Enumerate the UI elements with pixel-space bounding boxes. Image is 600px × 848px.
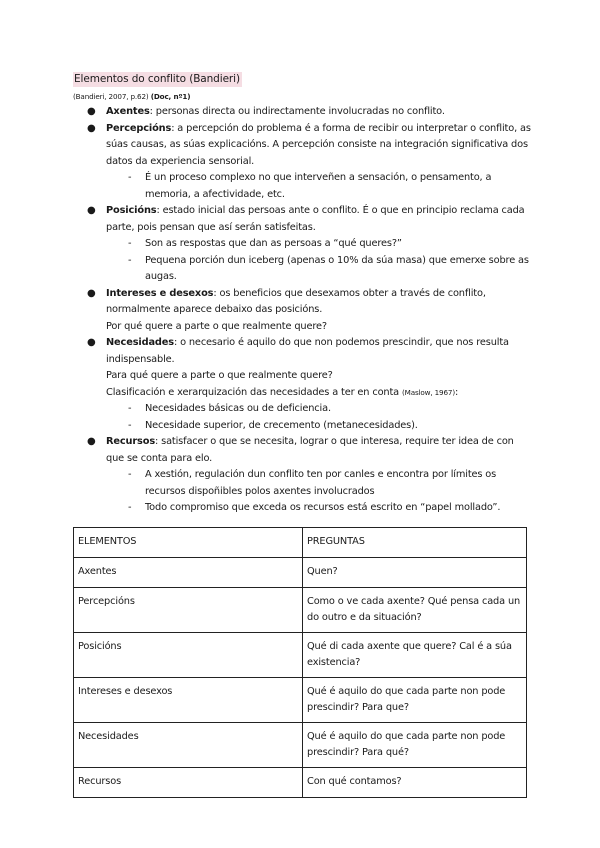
table-header-cell: ELEMENTOS	[74, 528, 303, 558]
table-row	[74, 768, 527, 798]
list-item-recursos	[73, 434, 533, 467]
list-item-necesidades	[73, 335, 533, 401]
text-axentes: : personas directa ou indirectamente involucradas no conflito.	[149, 106, 445, 117]
bullet-icon: ●	[87, 287, 96, 299]
table-cell-element: Percepcións	[74, 588, 303, 633]
question-intereses: Por qué quere a parte o que realmente quere?	[106, 320, 327, 332]
citation-ref: (Bandieri, 2007, p.62)	[73, 92, 149, 101]
table-cell-element: Intereses e desexos	[74, 678, 303, 723]
table-row	[74, 588, 527, 633]
term-posicions: Posicións	[106, 205, 157, 216]
table-cell-question: Como o ve cada axente? Qué pensa cada un do outro e da situación?	[303, 588, 527, 633]
bullet-icon: ●	[87, 337, 96, 348]
term-intereses: Intereses e desexos	[106, 287, 214, 299]
table-cell-element: Necesidades	[74, 723, 303, 768]
citation	[73, 91, 190, 102]
bullet-icon: ●	[87, 106, 96, 117]
text-percepcions: : a percepción do problema é a forma de recibir ou interpretar o conflito, as súas causas, as súas explicacións. A percepción consiste na integración significativa dos datos da experiencia sensorial.	[106, 122, 531, 167]
term-recursos: Recursos	[106, 436, 155, 447]
elements-table	[73, 527, 527, 798]
table-cell-element: Axentes	[74, 558, 303, 588]
text-recursos: : satisfacer o que se necesita, lograr o que interesa, require ter idea de con que se conta para elo.	[106, 436, 514, 464]
term-percepcions: Percepcións	[106, 122, 172, 134]
table-row	[74, 678, 527, 723]
bullet-list	[73, 104, 533, 517]
maslow-citation: (Maslow, 1967)	[401, 387, 455, 397]
table-cell-question: Qué di cada axente que quere? Cal é a súa existencia?	[303, 633, 527, 678]
bullet-icon: ●	[87, 122, 96, 134]
sub-item: - Todo compromiso que exceda os recursos está escrito en “papel mollado”.	[73, 500, 533, 517]
citation-doc: (Doc, nº1)	[150, 92, 191, 101]
table-row	[74, 558, 527, 588]
table-cell-question: Quen?	[303, 558, 527, 588]
table-header-row	[74, 528, 527, 558]
dash-icon: -	[128, 469, 132, 480]
table-cell-element: Posicións	[74, 633, 303, 678]
table-row	[74, 633, 527, 678]
dash-icon: -	[128, 254, 132, 266]
table-cell-question: Qué é aquilo do que cada parte non pode prescindir? Para que?	[303, 678, 527, 723]
dash-icon: -	[128, 403, 132, 414]
dash-icon: -	[128, 502, 132, 513]
dash-icon: -	[128, 172, 132, 183]
list-item-percepcions	[73, 121, 533, 171]
text-intereses: : os beneficios que desexamos obter a través de conflito, normalmente aparece debaixo das posicións.	[106, 287, 486, 315]
term-axentes: Axentes	[106, 106, 150, 117]
sub-item: - Pequena porción dun iceberg (apenas o 10% da súa masa) que emerxe sobre as augas.	[128, 254, 529, 282]
table-cell-question: Con qué contamos?	[303, 768, 527, 798]
list-item-posicions	[73, 203, 533, 236]
table-row	[74, 723, 527, 768]
table-cell-question: Qué é aquilo do que cada parte non pode prescindir? Para qué?	[303, 723, 527, 768]
sub-item: - Necesidades básicas ou de deficiencia.	[73, 401, 533, 418]
classification-line: Clasificación e xerarquización das necesidades a ter en conta (Maslow, 1967):	[106, 386, 459, 398]
page-title: Elementos do conflito (Bandieri)	[74, 73, 240, 85]
sub-item: - É un proceso complexo no que interveñen a sensación, o pensamento, a memoria, a afectividade, etc.	[128, 172, 492, 200]
text-posicions: : estado inicial das persoas ante o conflito. É o que en principio reclama cada parte, pois pensan que así serán satisfeitas.	[106, 205, 525, 233]
list-item-intereses	[73, 286, 533, 336]
term-necesidades: Necesidades	[106, 337, 174, 348]
sub-item: - A xestión, regulación dun conflito ten por canles e encontra por límites os recursos dispoñibles polos axentes involucrados	[128, 469, 497, 497]
dash-icon: -	[128, 419, 132, 431]
sub-item: - Son as respostas que dan as persoas a “qué queres?”	[73, 236, 533, 253]
bullet-icon: ●	[87, 436, 96, 447]
list-item-axentes	[73, 104, 533, 121]
bullet-icon: ●	[87, 205, 96, 216]
table-cell-element: Recursos	[74, 768, 303, 798]
dash-icon: -	[128, 238, 132, 249]
text-necesidades: : o necesario é aquilo do que non podemos prescindir, que nos resulta indispensable.	[106, 337, 509, 365]
question-necesidades: Para qué quere a parte o que realmente quere?	[106, 370, 333, 381]
sub-item: - Necesidade superior, de crecemento (metanecesidades).	[73, 418, 533, 435]
table-header-cell: PREGUNTAS	[303, 528, 527, 558]
